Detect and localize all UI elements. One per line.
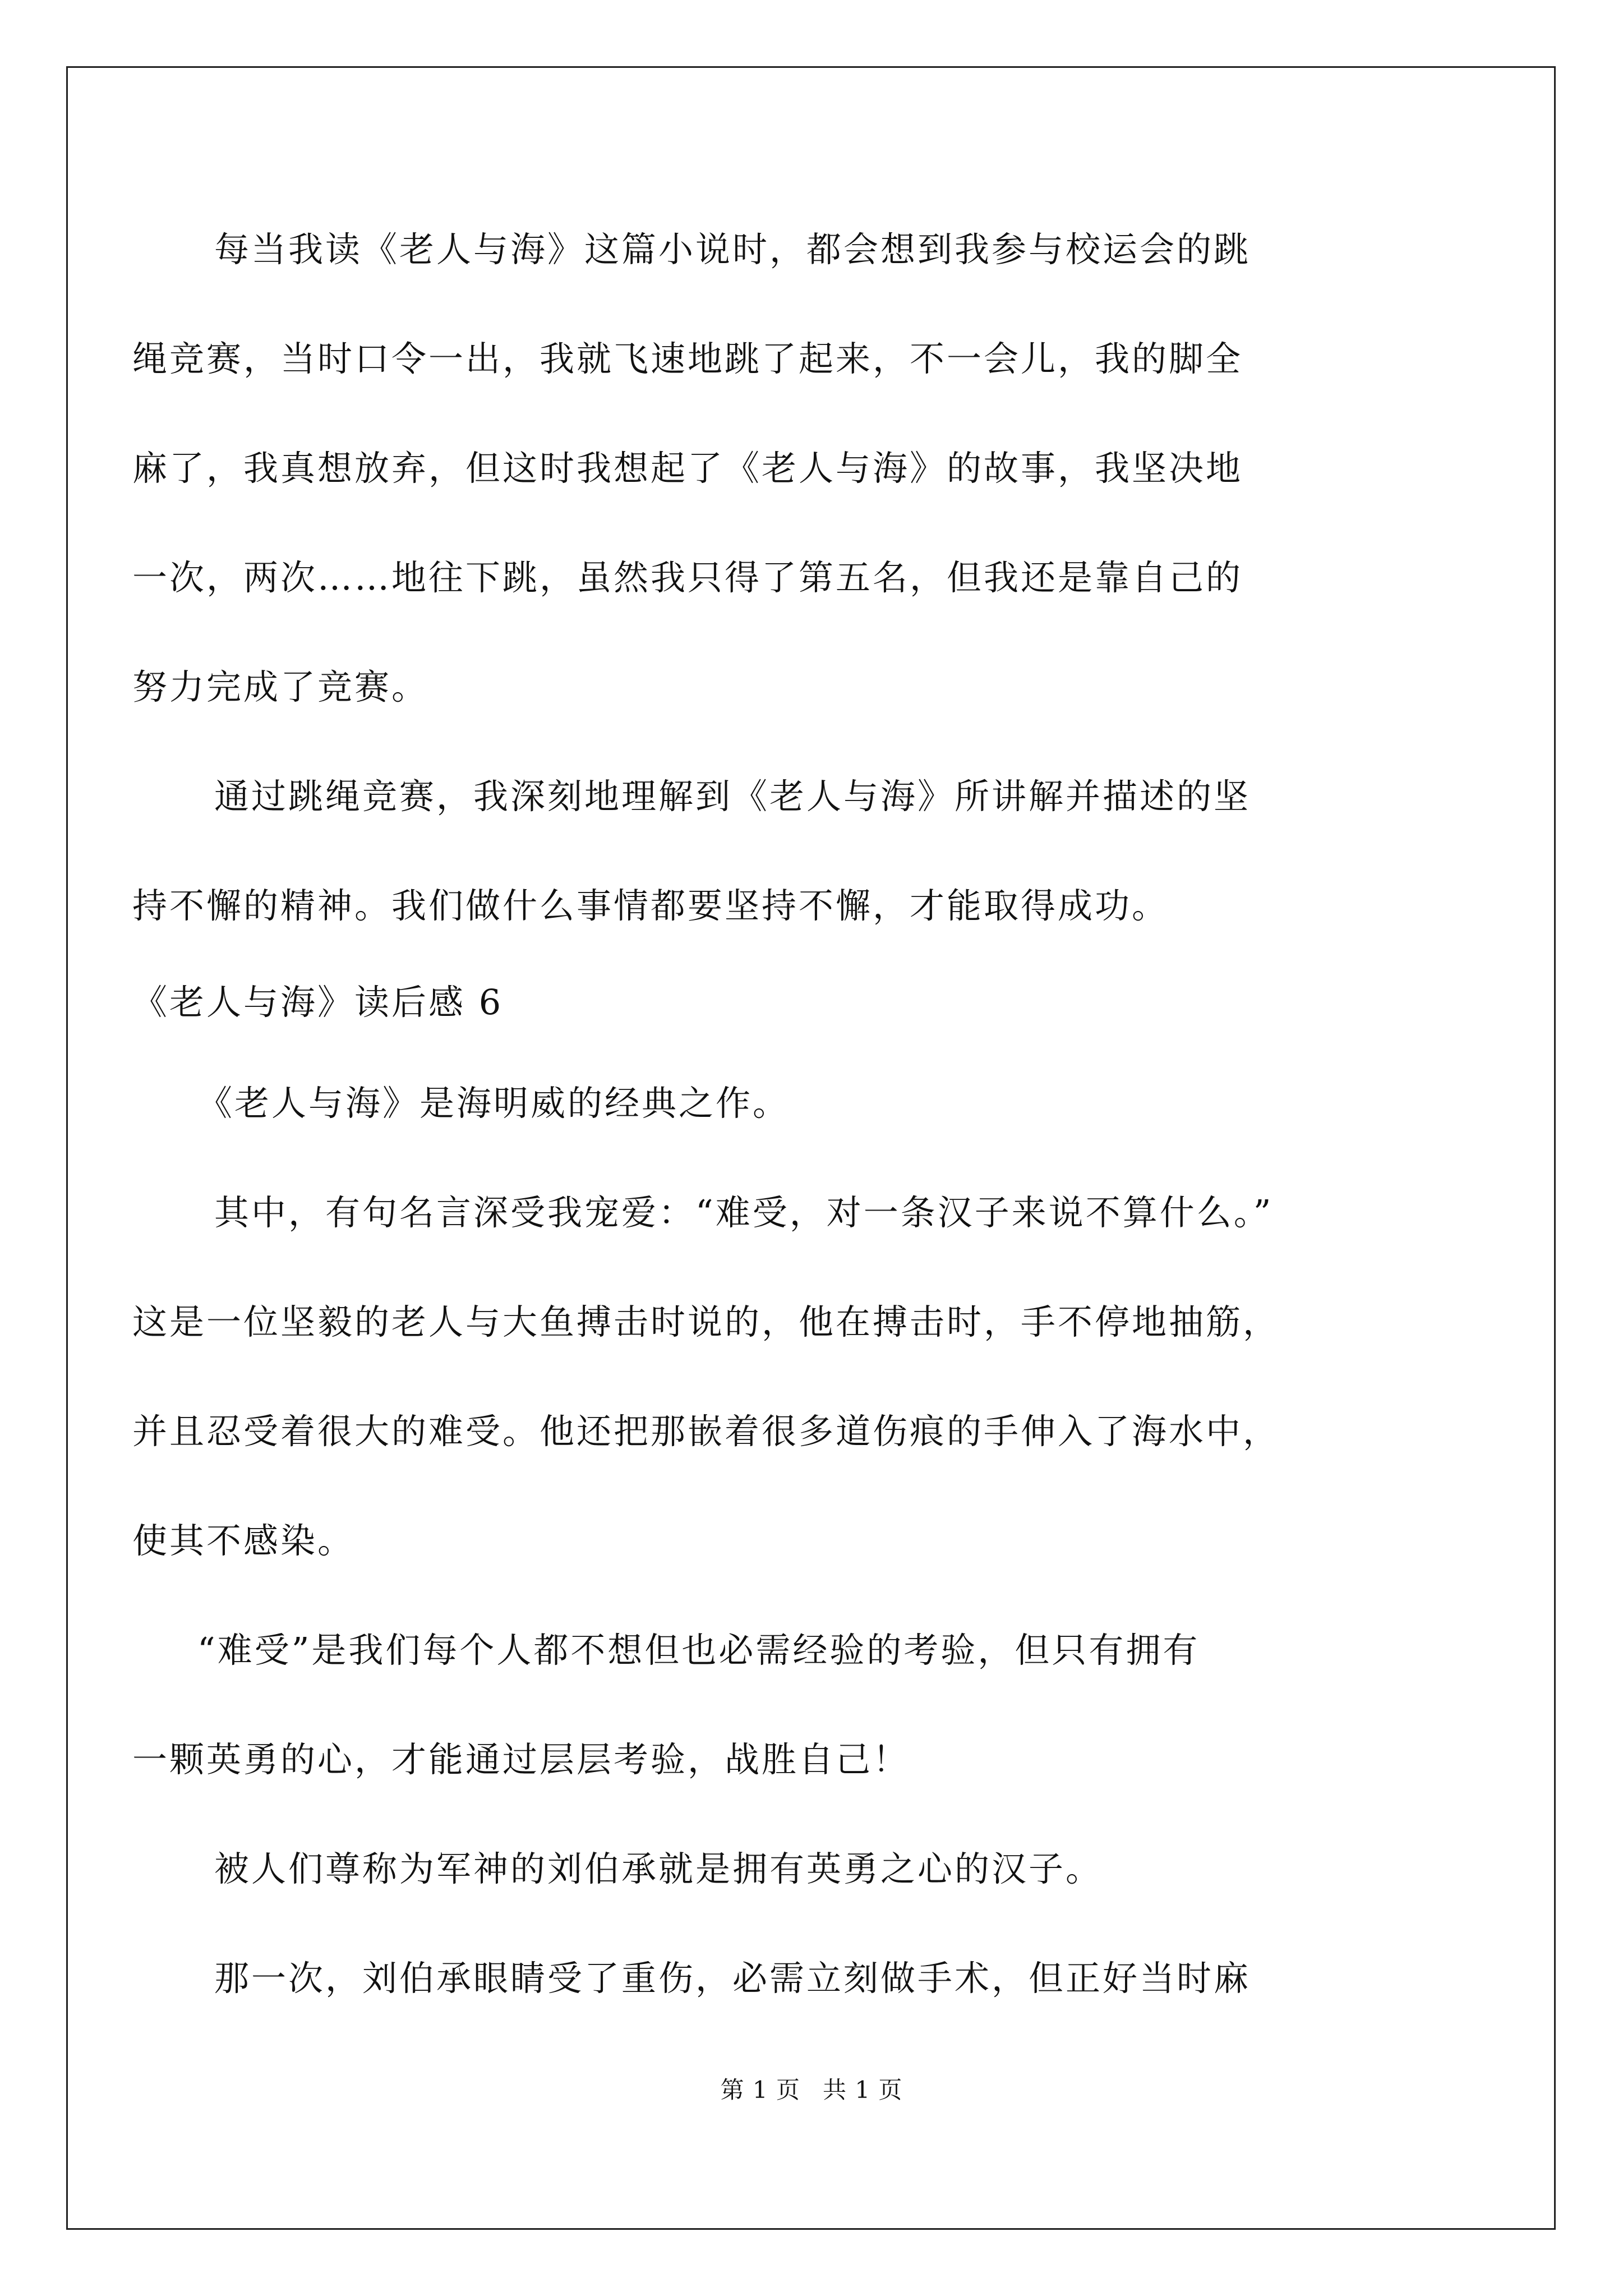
page-footer xyxy=(0,2074,1623,2106)
paragraph-line: “难受”是我们每个人都不想但也必需经验的考验，但只有拥有 xyxy=(197,1630,1200,1671)
section-heading: 《老人与海》读后感 6 xyxy=(132,982,504,1023)
page-number: 第 1 页 xyxy=(720,2076,800,2104)
paragraph-line: 努力完成了竞赛。 xyxy=(132,666,429,707)
page-border xyxy=(66,66,1556,2230)
paragraph-line: 其中，有句名言深受我宠爱：“难受，对一条汉子来说不算什么。” xyxy=(214,1192,1274,1233)
paragraph-line: 一颗英勇的心，才能通过层层考验，战胜自己！ xyxy=(132,1739,910,1780)
page-total: 共 1 页 xyxy=(823,2076,903,2104)
paragraph-line: 使其不感染。 xyxy=(132,1520,355,1561)
paragraph-line: 麻了，我真想放弃，但这时我想起了《老人与海》的故事，我坚决地 xyxy=(132,448,1243,489)
paragraph-line: 持不懈的精神。我们做什么事情都要坚持不懈，才能取得成功。 xyxy=(132,885,1169,926)
paragraph-line: 绳竞赛，当时口令一出，我就飞速地跳了起来，不一会儿，我的脚全 xyxy=(132,338,1243,379)
paragraph-line: 一次，两次……地往下跳，虽然我只得了第五名，但我还是靠自己的 xyxy=(132,557,1243,598)
paragraph-line: 这是一位坚毅的老人与大鱼搏击时说的，他在搏击时，手不停地抽筋， xyxy=(132,1301,1280,1342)
paragraph-line: 那一次，刘伯承眼睛受了重伤，必需立刻做手术，但正好当时麻 xyxy=(214,1958,1251,1999)
paragraph-line: 被人们尊称为军神的刘伯承就是拥有英勇之心的汉子。 xyxy=(214,1848,1103,1889)
paragraph-line: 《老人与海》是海明威的经典之作。 xyxy=(197,1083,790,1124)
paragraph-line: 并且忍受着很大的难受。他还把那嵌着很多道伤痕的手伸入了海水中， xyxy=(132,1411,1280,1452)
paragraph-line: 每当我读《老人与海》这篇小说时，都会想到我参与校运会的跳 xyxy=(214,229,1251,270)
paragraph-line: 通过跳绳竞赛，我深刻地理解到《老人与海》所讲解并描述的坚 xyxy=(214,776,1251,817)
